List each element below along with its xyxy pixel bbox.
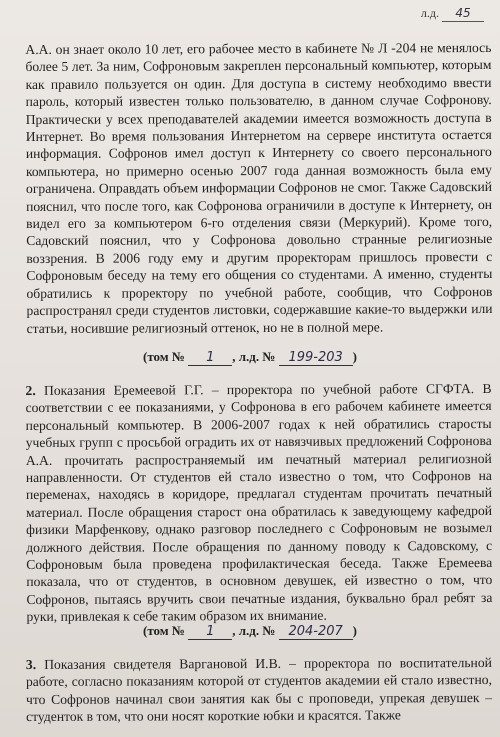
ref-separator: , л.д. № — [232, 349, 276, 364]
paragraph-2 — [25, 380, 492, 626]
paragraph-number: 2. — [25, 382, 36, 399]
page-number-prefix: л.д. — [420, 6, 439, 20]
ref-page-range: 204-207 — [288, 624, 343, 639]
paragraph-3 — [26, 654, 492, 726]
page-number-handwritten: 45 — [455, 6, 471, 20]
volume-reference-1 — [0, 349, 500, 366]
ref-close: ) — [352, 349, 357, 364]
ref-open: (том № — [143, 623, 185, 638]
volume-reference-2 — [0, 623, 500, 640]
paragraph-number: 3. — [25, 656, 37, 673]
ref-volume-number: 1 — [206, 624, 215, 639]
ref-separator: , л.д. № — [232, 623, 276, 638]
ref-volume-number: 1 — [206, 350, 215, 365]
ref-close: ) — [352, 623, 357, 638]
paragraph-1: А.А. он знает около 10 лет, его рабочее место в кабинете № Л -204 не менялось более 5 лет. За ним, Софроновым закреплен персональный компьютер, которым как правило пользуется он один. Для доступа в систему необходимо ввести пароль, который известен только пользователю, в данном случае Софронову. Практически у всех преподавателей академии имеется возможность доступа в Интернет. Во время пользования Интернетом на сервере института остается информация. Софронов имел доступ к Интернету со своего персонального компьютера, но примерно осенью 2007 года данная возможность была ему ограничена. Оправдать объем информации Софронов не смог. Также Садовский пояснил, что после того, как Софронова ограничили в доступе к Интернету, он видел его за компьютером 6-го отделения связи (Меркурий). Кроме того, Садовский пояснил, что у Софронова довольно странные религиозные воззрения. В 2006 году ему и другим проректорам пришлось провести с Софроновым беседу на тему его общения со студентами. А именно, студенты обратились к проректору по учебной работе, сообщив, что Софронов распространял среди студентов листовки, содержавшие какие-то выдержки или статьи, носившие религиозный оттенок, но не в полной мере. — [25, 39, 493, 336]
page-number-label — [421, 6, 484, 22]
ref-open: (том № — [143, 349, 185, 364]
paragraph-text: Показания Еремеевой Г.Г. – проректора по учебной работе СГФТА. В соответствии с ее показаниями, у Софронова в его рабочем кабинете имеется персональный компьютер. В 2006-2007 годах к ней обратились старосты учебных групп с просьбой оградить их от навязчивых предложений Софронова А.А. прочитать распространяемый им печатный материал религиозной направленности. От студентов ей стало известно о том, что Софронов на переменах, находясь в коридоре, предлагал студентам прочитать печатный материал. После обращения старост она обратилась к заведующему кафедрой физики Марфенкову, однако разговор последнего с Софроновым не возымел должного действия. После обращения по данному поводу к Садовскому, с Софроновым была проведена профилактическая беседа. Также Еремеева показала, что от студентов, в основном девушек, ей известно о том, что Софронов, пытаясь вручить свои печатные издания, буквально брал ребят за руки, привлекая к себе таким образом их внимание. — [25, 380, 493, 625]
paragraph-text: Показания свидетеля Варгановой И.В. – проректора по воспитательной работе, согласно показаниям которой от студентов академии ей стало известно, что Софронов начинал свои занятия как бы с проповеди, упрекая девушек – студенток в том, что они носят короткие юбки и красятся. Также — [25, 654, 493, 725]
ref-page-range: 199-203 — [288, 350, 343, 365]
